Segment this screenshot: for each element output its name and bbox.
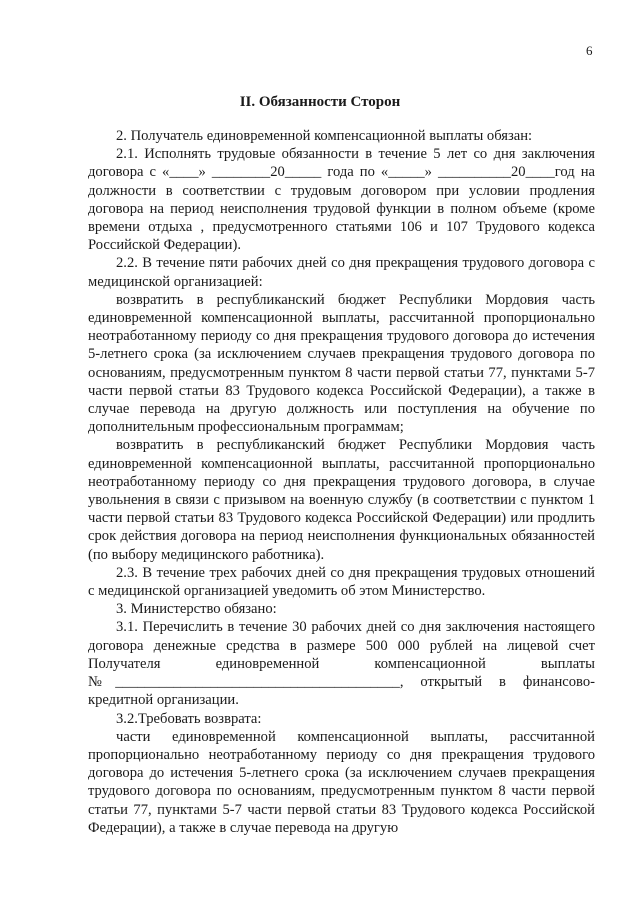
paragraph: части единовременной компенсационной выплаты, рассчитанной пропорционально неотработанному периоду со дня прекращения трудового договора до истечения 5-летнего срока (за исключением случаев прекращения трудового договора по основаниям, предусмотренным пунктом 8 части первой статьи 77, пунктами 5-7 части первой статьи 83 Трудового кодекса Российской Федерации), а также в случае перевода на другую: [88, 728, 595, 836]
paragraph: возвратить в республиканский бюджет Республики Мордовия часть единовременной компенсационной выплаты, рассчитанной пропорционально неотработанному периоду со дня прекращения трудового договора до истечения 5-летнего срока (за исключением случаев прекращения трудового договора по основаниям, предусмотренным пунктом 8 части первой статьи 77, пунктами 5-7 части первой статьи 83 Трудового кодекса Российской Федерации), а также в случае перевода на другую должность или поступления на обучение по дополнительным профессиональным программам;: [88, 291, 595, 436]
paragraph: 2. Получатель единовременной компенсационной выплаты обязан:: [116, 128, 533, 144]
document-body: [88, 127, 595, 837]
section-title: II. Обязанности Сторон: [239, 94, 401, 110]
paragraph: 3. Министерство обязано:: [116, 601, 277, 618]
paragraph: 3.2.Требовать возврата:: [116, 710, 262, 727]
paragraph: 2.2. В течение пяти рабочих дней со дня прекращения трудового договора с медицинской организацией:: [88, 255, 595, 290]
paragraph: возвратить в республиканский бюджет Республики Мордовия часть единовременной компенсационной выплаты, рассчитанной пропорционально неотработанному периоду со дня прекращения трудового договора, в случае увольнения в связи с призывом на военную службу (в соответствии с пунктом 1 части первой статьи 83 Трудового кодекса Российской Федерации) или продлить срок действия договора на период неисполнения функциональных обязанностей (по выбору медицинского работника).: [88, 437, 595, 563]
page-number: 6: [586, 43, 593, 58]
paragraph: 2.1. Исполнять трудовые обязанности в течение 5 лет со дня заключения договора с «____» ________20_____ года по «_____» __________20____год на должности в соответствии с трудовым договором при условии продления договора на период неисполнения трудовой функции в полном объеме (кроме времени отдыха , предусмотренного статьями 106 и 107 Трудового кодекса Российской Федерации).: [88, 146, 595, 254]
paragraph: 3.1. Перечислить в течение 30 рабочих дней со дня заключения настоящего договора денежные средства в размере 500 000 рублей на лицевой счет Получателя единовременной компенсационной выплаты №_______________________________________, открытый в финансово-кредитной организации.: [88, 619, 595, 709]
paragraph: 2.3. В течение трех рабочих дней со дня прекращения трудовых отношений с медицинской организацией уведомить об этом Министерство.: [88, 564, 595, 600]
